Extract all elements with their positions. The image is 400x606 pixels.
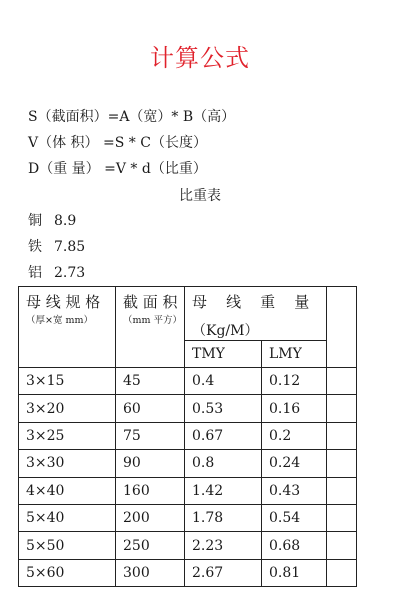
metal-iron (28, 236, 85, 256)
cell-area: 200 (116, 504, 185, 531)
header-area-unit: （mm 平方） (123, 315, 183, 326)
busbar-weight-table (18, 286, 357, 587)
cell-tmy: 0.53 (185, 395, 262, 422)
cell-area: 250 (116, 532, 185, 559)
metal-density: 8.9 (54, 213, 77, 229)
header-spec-unit: （厚×宽 mm） (26, 315, 93, 326)
empty-cell (327, 532, 357, 559)
cell-lmy: 0.24 (262, 450, 327, 477)
cell-tmy: 0.4 (185, 368, 262, 395)
cell-tmy: 1.42 (185, 477, 262, 504)
header-busbar-weight (185, 287, 327, 341)
formula-area: S（截面积）=A（宽）* B（高） (28, 109, 236, 125)
cell-area: 75 (116, 422, 185, 449)
cell-area: 160 (116, 477, 185, 504)
cell-tmy: 0.67 (185, 422, 262, 449)
page-title: 计算公式 (150, 44, 250, 72)
cell-spec: 5×50 (19, 532, 116, 559)
cell-spec: 3×20 (19, 395, 116, 422)
cell-spec: 5×40 (19, 504, 116, 531)
density-table-title: 比重表 (179, 188, 221, 204)
metal-density: 7.85 (54, 239, 86, 255)
metal-density: 2.73 (54, 265, 86, 281)
formula-volume: V（体 积） =S * C（长度） (28, 135, 207, 151)
table-row (19, 450, 357, 477)
cell-area: 90 (116, 450, 185, 477)
formula-weight: D（重 量） =V * d（比重） (28, 161, 207, 177)
cell-spec: 3×30 (19, 450, 116, 477)
cell-spec: 5×60 (19, 559, 116, 586)
header-busbar-spec (19, 287, 116, 368)
cell-tmy: 2.23 (185, 532, 262, 559)
empty-cell (327, 422, 357, 449)
empty-cell (327, 395, 357, 422)
table-row (19, 368, 357, 395)
cell-spec: 3×15 (19, 368, 116, 395)
metal-name: 铜 (28, 213, 42, 229)
table-row (19, 477, 357, 504)
header-weight-label: 母 线 重 量 (192, 293, 310, 311)
empty-cell (327, 559, 357, 586)
table-row (19, 504, 357, 531)
cell-area: 60 (116, 395, 185, 422)
header-tmy: TMY (185, 341, 262, 368)
cell-lmy: 0.12 (262, 368, 327, 395)
empty-cell (327, 504, 357, 531)
metal-aluminum (28, 262, 85, 282)
metal-name: 铝 (28, 265, 42, 281)
metal-copper (28, 210, 76, 230)
header-area-label: 截 面 积 (123, 293, 178, 311)
empty-cell (327, 287, 357, 368)
cell-area: 300 (116, 559, 185, 586)
empty-cell (327, 368, 357, 395)
cell-tmy: 0.8 (185, 450, 262, 477)
empty-cell (327, 477, 357, 504)
cell-spec: 3×25 (19, 422, 116, 449)
header-spec-label: 母 线 规 格 (26, 293, 101, 311)
cell-tmy: 2.67 (185, 559, 262, 586)
cell-lmy: 0.43 (262, 477, 327, 504)
empty-cell (327, 450, 357, 477)
cell-lmy: 0.2 (262, 422, 327, 449)
cell-spec: 4×40 (19, 477, 116, 504)
table-row (19, 422, 357, 449)
header-weight-unit: （Kg/M） (192, 323, 259, 339)
table-body (19, 368, 357, 587)
table-row (19, 532, 357, 559)
cell-lmy: 0.68 (262, 532, 327, 559)
cell-area: 45 (116, 368, 185, 395)
metal-name: 铁 (28, 239, 42, 255)
cell-tmy: 1.78 (185, 504, 262, 531)
table-row (19, 395, 357, 422)
cell-lmy: 0.54 (262, 504, 327, 531)
header-lmy: LMY (262, 341, 327, 368)
header-cross-section (116, 287, 185, 368)
table-row (19, 559, 357, 586)
cell-lmy: 0.81 (262, 559, 327, 586)
cell-lmy: 0.16 (262, 395, 327, 422)
table-header-row (19, 287, 357, 341)
